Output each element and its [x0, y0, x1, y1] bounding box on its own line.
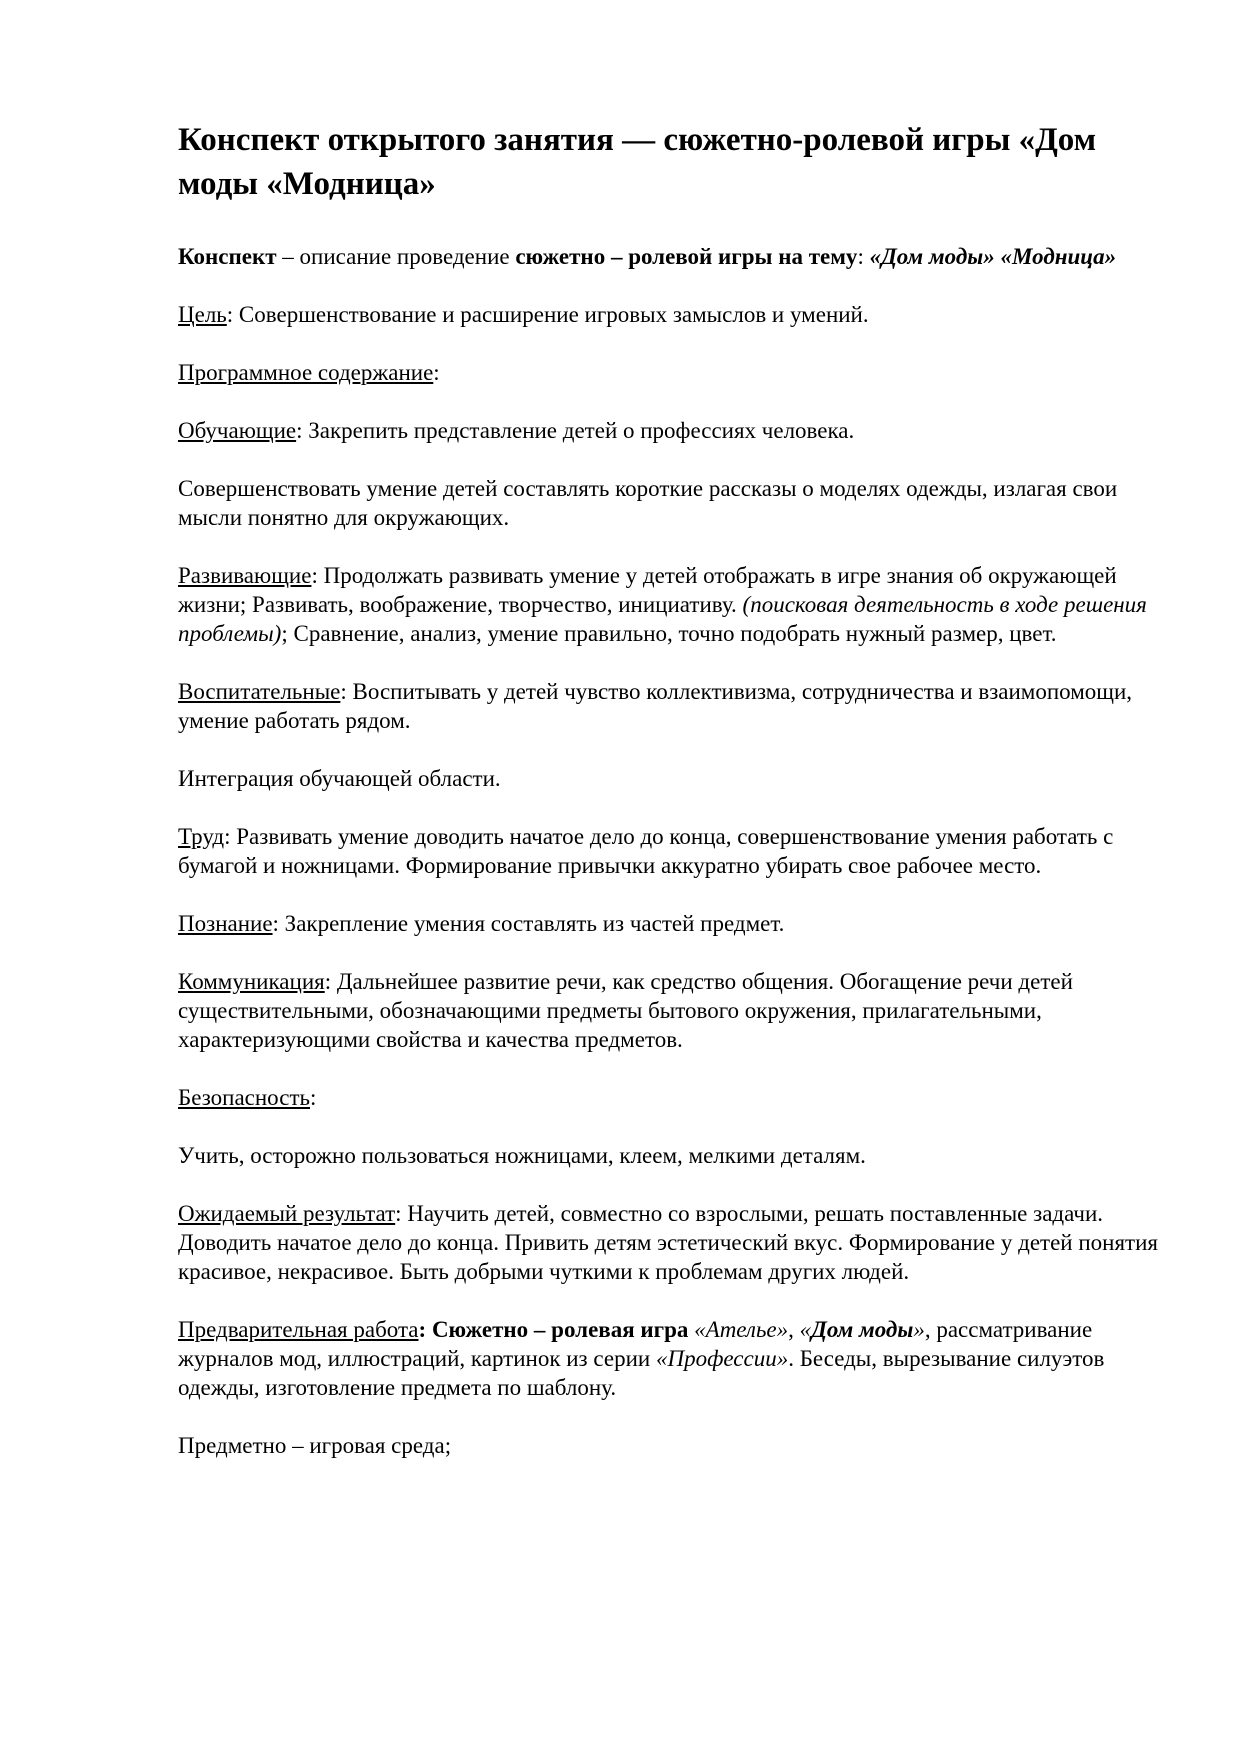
cognition-label: Познание [178, 911, 273, 936]
labor-label: Труд [178, 824, 225, 849]
goal-label: Цель [178, 302, 227, 327]
intro-bold: сюжетно – ролевой игры на тему [515, 244, 858, 269]
teaching-label: Обучающие [178, 418, 297, 443]
safety-paragraph [178, 1083, 1168, 1112]
communication-paragraph [178, 967, 1168, 1054]
preliminary-text-2: . Беседы, вырезывание силуэтов одежды, изготовление предмета по шаблону. [178, 1346, 1105, 1400]
teaching-text: : Закрепить представление детей о профессиях человека. [296, 418, 855, 443]
cognition-text: : Закрепление умения составлять из частей предмет. [272, 911, 785, 936]
safety-text-paragraph: Учить, осторожно пользоваться ножницами, клеем, мелкими деталям. [178, 1143, 866, 1168]
document-page [178, 118, 1168, 1489]
expected-text: : Научить детей, совместно со взрослыми, решать поставленные задачи. Доводить начатое дело до конца. Привить детям эстетический вкус. Формирование у детей понятия красивое, некрасивое. Быть добрыми чуткими к проблемам других людей. [178, 1201, 1158, 1284]
intro-label: Конспект [178, 244, 277, 269]
preliminary-label: Предварительная работа [178, 1317, 419, 1342]
educational-paragraph [178, 677, 1168, 735]
cognition-paragraph [178, 909, 1168, 938]
intro-game-title: «Дом моды» «Модница» [869, 244, 1117, 269]
preliminary-quote-close: » [913, 1317, 925, 1342]
teaching-paragraph [178, 416, 1168, 445]
goal-text: : Совершенствование и расширение игровых замыслов и умений. [226, 302, 869, 327]
preliminary-italic-professions: «Профессии» [655, 1346, 789, 1371]
goal-paragraph [178, 300, 1168, 329]
expected-paragraph [178, 1199, 1168, 1286]
safety-colon: : [310, 1085, 317, 1110]
intro-text: – описание проведение [276, 244, 516, 269]
safety-label: Безопасность [178, 1085, 311, 1110]
educational-label: Воспитательные [178, 679, 341, 704]
preliminary-dom-mody: Дом моды [811, 1317, 914, 1342]
preliminary-italic-atelier: «Ателье» [694, 1317, 789, 1342]
developing-text-2: ; Сравнение, анализ, умение правильно, точно подобрать нужный размер, цвет. [281, 621, 1057, 646]
environment-paragraph: Предметно – игровая среда; [178, 1433, 452, 1458]
preliminary-comma: , [788, 1317, 800, 1342]
labor-paragraph [178, 822, 1168, 880]
communication-label: Коммуникация [178, 969, 325, 994]
preliminary-quote-open: « [799, 1317, 812, 1342]
program-text: : [433, 360, 440, 385]
developing-label: Развивающие [178, 563, 312, 588]
expected-label: Ожидаемый результат [178, 1201, 396, 1226]
document-title: Конспект открытого занятия — сюжетно-ролевой игры «Дом моды «Модница» [178, 122, 1097, 202]
developing-italic: (поисковая деятельность в ходе решения проблемы) [178, 592, 1147, 646]
developing-text-1: : Продолжать развивать умение у детей отображать в игре знания об окружающей жизни; Развивать, воображение, творчество, инициативу. [178, 563, 1117, 617]
intro-colon: : [857, 244, 870, 269]
integration-paragraph: Интеграция обучающей области. [178, 766, 501, 791]
teaching-extra-paragraph: Совершенствовать умение детей составлять короткие рассказы о моделях одежды, излагая свои мысли понятно для окружающих. [178, 476, 1118, 530]
labor-text: : Развивать умение доводить начатое дело до конца, совершенствование умения работать с бумагой и ножницами. Формирование привычки аккуратно убирать свое рабочее место. [178, 824, 1114, 878]
communication-text: : Дальнейшее развитие речи, как средство общения. Обогащение речи детей существительными, обозначающими предметы бытового окружения, прилагательными, характеризующими свойства и качества предметов. [178, 969, 1073, 1052]
program-label: Программное содержание [178, 360, 434, 385]
educational-text: : Воспитывать у детей чувство коллективизма, сотрудничества и взаимопомощи, умение работать рядом. [178, 679, 1133, 733]
intro-paragraph [178, 242, 1168, 271]
preliminary-colon: : [418, 1317, 432, 1342]
program-paragraph [178, 358, 1168, 387]
developing-paragraph [178, 561, 1168, 648]
preliminary-paragraph [178, 1315, 1168, 1402]
preliminary-bold: Сюжетно – ролевая игра [431, 1317, 695, 1342]
preliminary-text-1: , рассматривание журналов мод, иллюстраций, картинок из серии [178, 1317, 1093, 1371]
